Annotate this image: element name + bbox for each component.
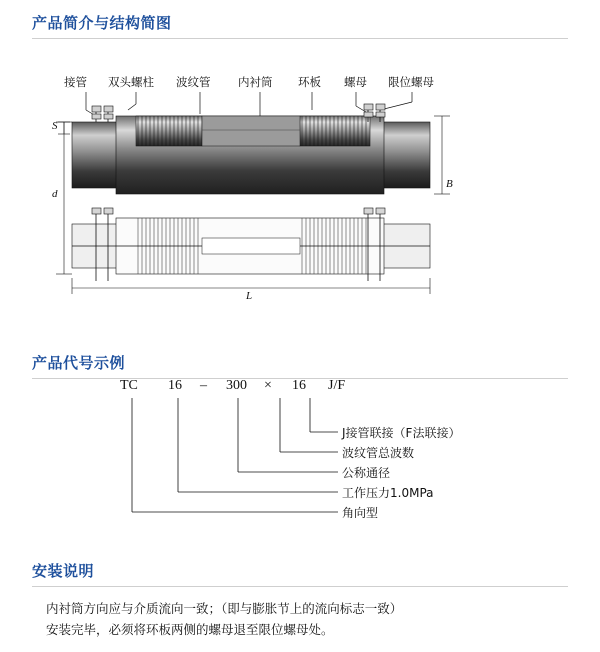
code-desc-type: 角向型: [342, 506, 379, 520]
code-token-diameter: 300: [226, 378, 247, 393]
dimension-label-s: S: [52, 120, 58, 132]
callout-label-liner: 内衬筒: [238, 75, 273, 89]
dimension-label-d: d: [52, 188, 58, 200]
code-token-times: ×: [264, 378, 272, 393]
section-install-header: [32, 560, 568, 587]
dimension-label-b: B: [446, 178, 453, 190]
structure-diagram: [50, 66, 550, 302]
code-desc-pressure: 工作压力1.0MPa: [342, 486, 434, 500]
dimension-label-l: L: [246, 290, 253, 302]
section-code-header: [32, 352, 568, 379]
code-token-pressure: 16: [168, 378, 182, 393]
section-install-divider: [32, 586, 568, 587]
product-code-diagram: [60, 376, 540, 536]
code-desc-wave-count: 波纹管总波数: [342, 446, 415, 460]
install-notes: [46, 598, 566, 640]
callout-label-bellows: 波纹管: [176, 75, 211, 89]
code-token-dash: –: [200, 378, 207, 393]
code-token-waves: 16: [292, 378, 306, 393]
section-structure-divider: [32, 38, 568, 39]
section-structure-header: [32, 12, 568, 39]
callout-label-connector: 接管: [64, 75, 87, 89]
section-structure-title: 产品简介与结构简图: [32, 15, 172, 32]
callout-label-limit-nut: 限位螺母: [388, 75, 434, 89]
install-note-line-1: 内衬筒方向应与介质流向一致；（即与膨胀节上的流向标志一致）: [46, 601, 403, 616]
section-code-title: 产品代号示例: [32, 355, 126, 372]
callout-label-double-stud: 双头螺柱: [108, 75, 154, 89]
section-install-title: 安装说明: [32, 563, 95, 580]
callout-label-ring-plate: 环板: [298, 75, 321, 89]
install-note-line-2: 安装完毕，必须将环板两侧的螺母退至限位螺母处。: [46, 622, 334, 637]
callout-label-nut: 螺母: [344, 75, 367, 89]
code-token-connection: J/F: [328, 378, 346, 393]
code-desc-nominal-dia: 公称通径: [342, 466, 391, 480]
code-token-type: TC: [120, 378, 138, 393]
structure-diagram-svg: [50, 66, 550, 296]
product-code-leader-lines: [60, 376, 540, 536]
code-desc-connection: J接管联接（F法联接）: [342, 426, 461, 440]
